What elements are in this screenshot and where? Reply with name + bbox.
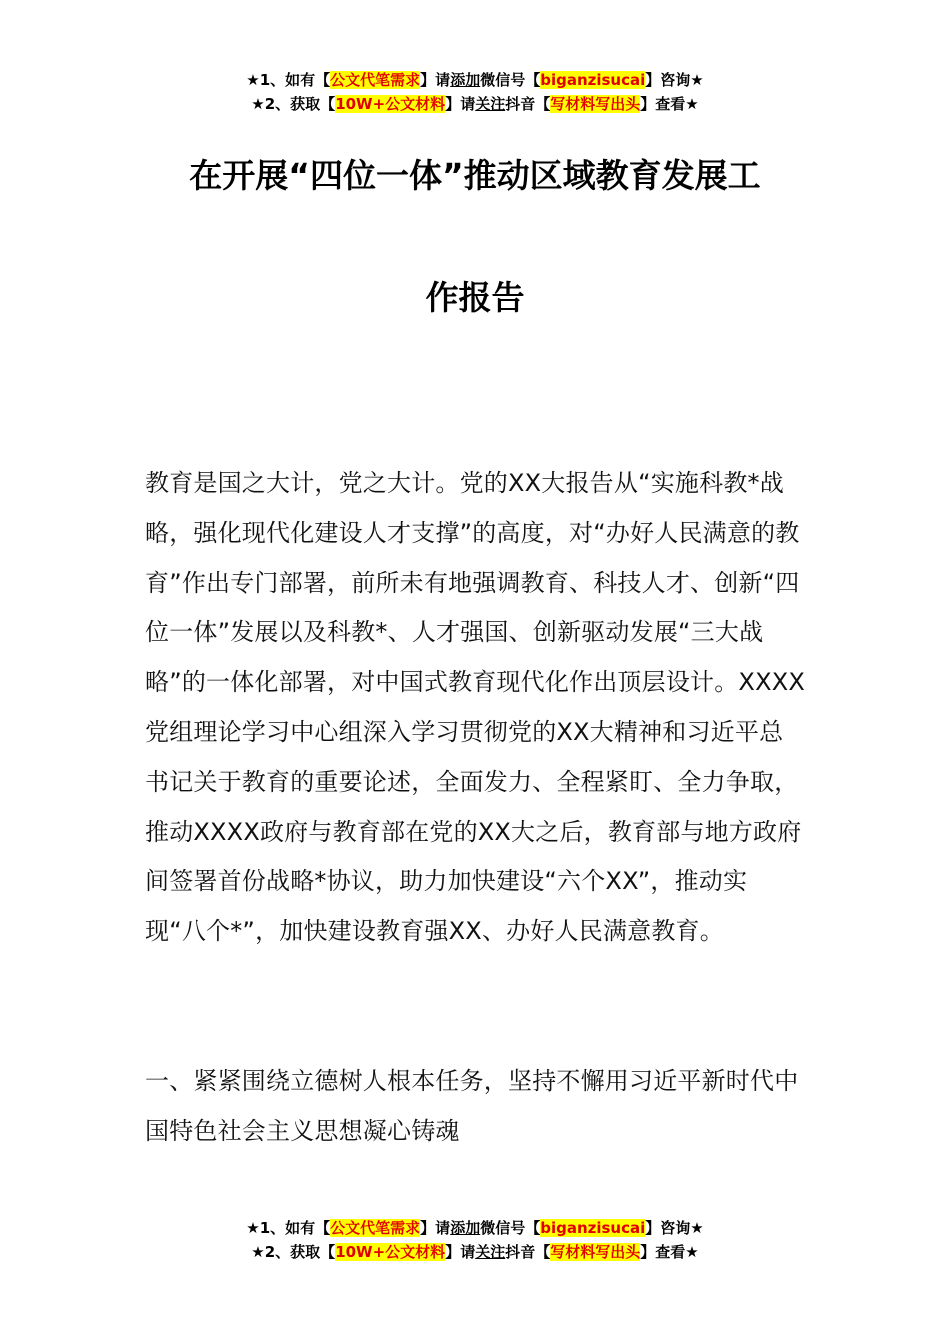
- footer-promo-banner: [0, 1216, 950, 1264]
- promo-highlight: 公文代笔需求: [330, 71, 421, 89]
- promo-text: 】请: [445, 1243, 476, 1261]
- promo-underlined-text: 关注: [475, 95, 506, 113]
- promo-text: 】咨询★: [645, 71, 704, 89]
- promo-line-2: [0, 1240, 950, 1264]
- promo-underlined-text: 添加: [450, 1219, 481, 1237]
- promo-text: ★2、获取【: [251, 1243, 336, 1261]
- promo-text: 】请: [445, 95, 476, 113]
- promo-wechat-id: biganzisucai: [540, 1219, 646, 1237]
- promo-highlight: 10W+公文材料: [335, 1243, 446, 1261]
- intro-paragraph: 教育是国之大计，党之大计。党的XX大报告从“实施科教*战略，强化现代化建设人才支撑”的高度，对“办好人民满意的教育”作出专门部署，前所未有地强调教育、科技人才、创新“四位一体”发展以及科教*、人才强国、创新驱动发展“三大战略”的一体化部署，对中国式教育现代化作出顶层设计。XXXX党组理论学习中心组深入学习贯彻党的XX大精神和习近平总书记关于教育的重要论述，全面发力、全程紧盯、全力争取，推动XXXX政府与教育部在党的XX大之后，教育部与地方政府间签署首份战略*协议，助力加快建设“六个XX”，推动实现“八个*”，加快建设教育强XX、办好人民满意教育。: [145, 469, 805, 946]
- promo-douyin-account: 写材料写出头: [550, 1243, 641, 1261]
- promo-underlined-text: 添加: [450, 71, 481, 89]
- promo-text: 抖音【: [505, 95, 551, 113]
- promo-text: 】查看★: [640, 95, 699, 113]
- document-title-line-1: 在开展“四位一体”推动区域教育发展工: [189, 156, 761, 195]
- promo-highlight: 10W+公文材料: [335, 95, 446, 113]
- promo-highlight: 公文代笔需求: [330, 1219, 421, 1237]
- promo-line-1: [0, 1216, 950, 1240]
- promo-line-1: [0, 68, 950, 92]
- promo-line-2: [0, 92, 950, 116]
- promo-text: 】查看★: [640, 1243, 699, 1261]
- promo-wechat-id: biganzisucai: [540, 71, 646, 89]
- promo-text: 】请: [420, 1219, 451, 1237]
- promo-text: 】请: [420, 71, 451, 89]
- promo-text: 微信号【: [480, 1219, 541, 1237]
- promo-text: 】咨询★: [645, 1219, 704, 1237]
- promo-text: ★2、获取【: [251, 95, 336, 113]
- promo-underlined-text: 关注: [475, 1243, 506, 1261]
- promo-text: ★1、如有【: [246, 71, 331, 89]
- header-promo-banner: [0, 68, 950, 116]
- promo-text: 抖音【: [505, 1243, 551, 1261]
- promo-text: ★1、如有【: [246, 1219, 331, 1237]
- promo-text: 微信号【: [480, 71, 541, 89]
- section-heading-1: 一、紧紧围绕立德树人根本任务，坚持不懈用习近平新时代中国特色社会主义思想凝心铸魂: [145, 1067, 799, 1145]
- promo-douyin-account: 写材料写出头: [550, 95, 641, 113]
- document-title-line-2: 作报告: [425, 278, 525, 317]
